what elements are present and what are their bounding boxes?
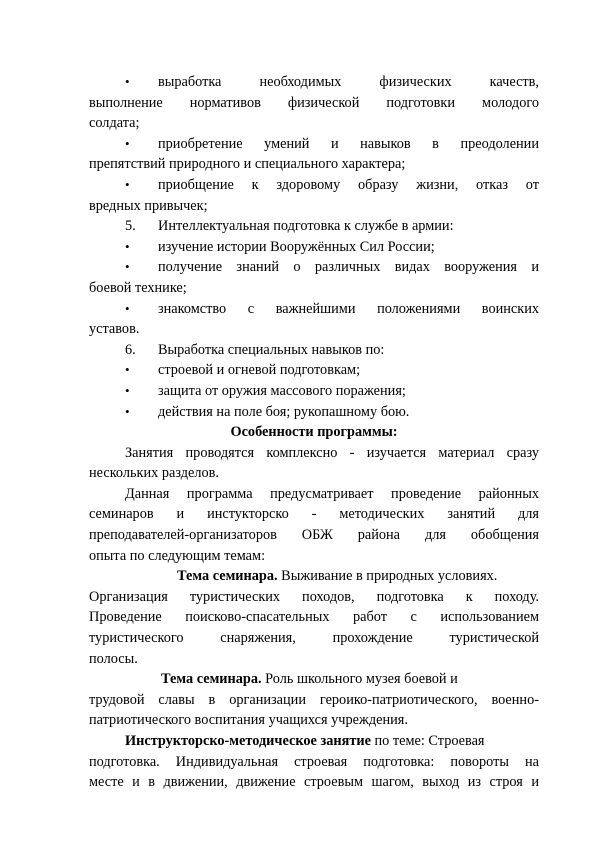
list-item [89, 72, 539, 93]
list-item-text: изучение истории Вооружённых Сил России; [158, 238, 435, 255]
list-item-text: строевой и огневой подготовкам; [158, 362, 361, 379]
text-line: боевой технике; [89, 279, 187, 296]
list-item [89, 360, 539, 381]
bullet-marker: • [125, 382, 130, 398]
bullet-marker: • [125, 176, 130, 192]
numbered-item-text: Выработка специальных навыков по: [158, 341, 385, 358]
text-line: подготовка. Индивидуальная строевая подготовка: повороты на [89, 753, 539, 770]
list-item-text: приобщение к здоровому образу жизни, отказ от [158, 176, 539, 193]
bullet-marker: • [125, 74, 130, 89]
session-label: Инструкторско-методическое занятие [125, 733, 371, 749]
text-line: опыта по следующим темам: [89, 547, 266, 564]
document-page [89, 72, 539, 793]
section-heading-text: Особенности программы: [230, 424, 398, 441]
text-line: Данная программа предусматривает проведение районных [125, 485, 539, 502]
list-item [89, 175, 539, 196]
list-item [89, 134, 539, 155]
text-line: месте и в движении, движение строевым шагом, выход из строя и [89, 774, 539, 791]
list-item-text: действия на поле боя; рукопашному бою. [158, 403, 410, 420]
text-line: препятствий природного и специального характера; [89, 156, 406, 173]
list-item [89, 299, 539, 320]
bullet-marker: • [125, 135, 130, 151]
text-line: уставов. [89, 321, 140, 338]
text-line: Организация туристических походов, подготовка к походу. [89, 588, 539, 605]
text-line: выполнение нормативов физической подготовки молодого [89, 94, 539, 111]
seminar-topic [89, 669, 539, 690]
list-item [89, 257, 539, 278]
text-line: туристического снаряжения, прохождение туристической [89, 630, 539, 647]
numbered-item-text: Интеллектуальная подготовка к службе в армии: [158, 218, 454, 235]
text-line: полосы. [89, 650, 138, 667]
list-item [89, 402, 539, 423]
text-line: Проведение поисково-спасательных работ с использованием [89, 609, 539, 626]
bullet-marker: • [125, 362, 130, 378]
text-line: трудовой славы в организации героико-патриотического, военно- [89, 691, 539, 708]
text-line: патриотического воспитания учащихся учреждения. [89, 712, 408, 729]
numbered-item [89, 340, 539, 361]
seminar-topic [89, 566, 539, 587]
text-line: преподавателей-организаторов ОБЖ района для обобщения [89, 527, 539, 544]
session-topic [89, 731, 539, 752]
number-marker: 5. [125, 218, 136, 235]
list-item-text: выработка необходимых физических качеств, [158, 74, 539, 90]
list-item [89, 237, 539, 258]
session-title: по теме: Строевая [370, 733, 485, 749]
section-heading [89, 422, 539, 443]
list-item-text: защита от оружия массового поражения; [158, 382, 406, 399]
text-line: нескольких разделов. [89, 465, 219, 482]
numbered-item [89, 216, 539, 237]
text-line: семинаров и инстукторско - методических занятий для [89, 506, 539, 523]
seminar-label: Тема семинара. [177, 568, 278, 585]
bullet-marker: • [125, 403, 130, 419]
bullet-marker: • [125, 300, 130, 316]
list-item-text: получение знаний о различных видах вооружения и [158, 259, 539, 276]
list-item-text: знакомство с важнейшими положениями воинских [158, 300, 539, 317]
seminar-title: Выживание в природных условиях. [277, 568, 498, 585]
seminar-label: Тема семинара. [161, 671, 262, 688]
seminar-title: Роль школьного музея боевой и [261, 671, 458, 688]
bullet-marker: • [125, 238, 130, 254]
text-line: солдата; [89, 115, 140, 132]
list-item-text: приобретение умений и навыков в преодолении [158, 135, 539, 152]
number-marker: 6. [125, 341, 136, 358]
list-item [89, 381, 539, 402]
text-line: Занятия проводятся комплексно - изучается материал сразу [125, 444, 539, 461]
text-line: вредных привычек; [89, 197, 208, 214]
bullet-marker: • [125, 259, 130, 275]
